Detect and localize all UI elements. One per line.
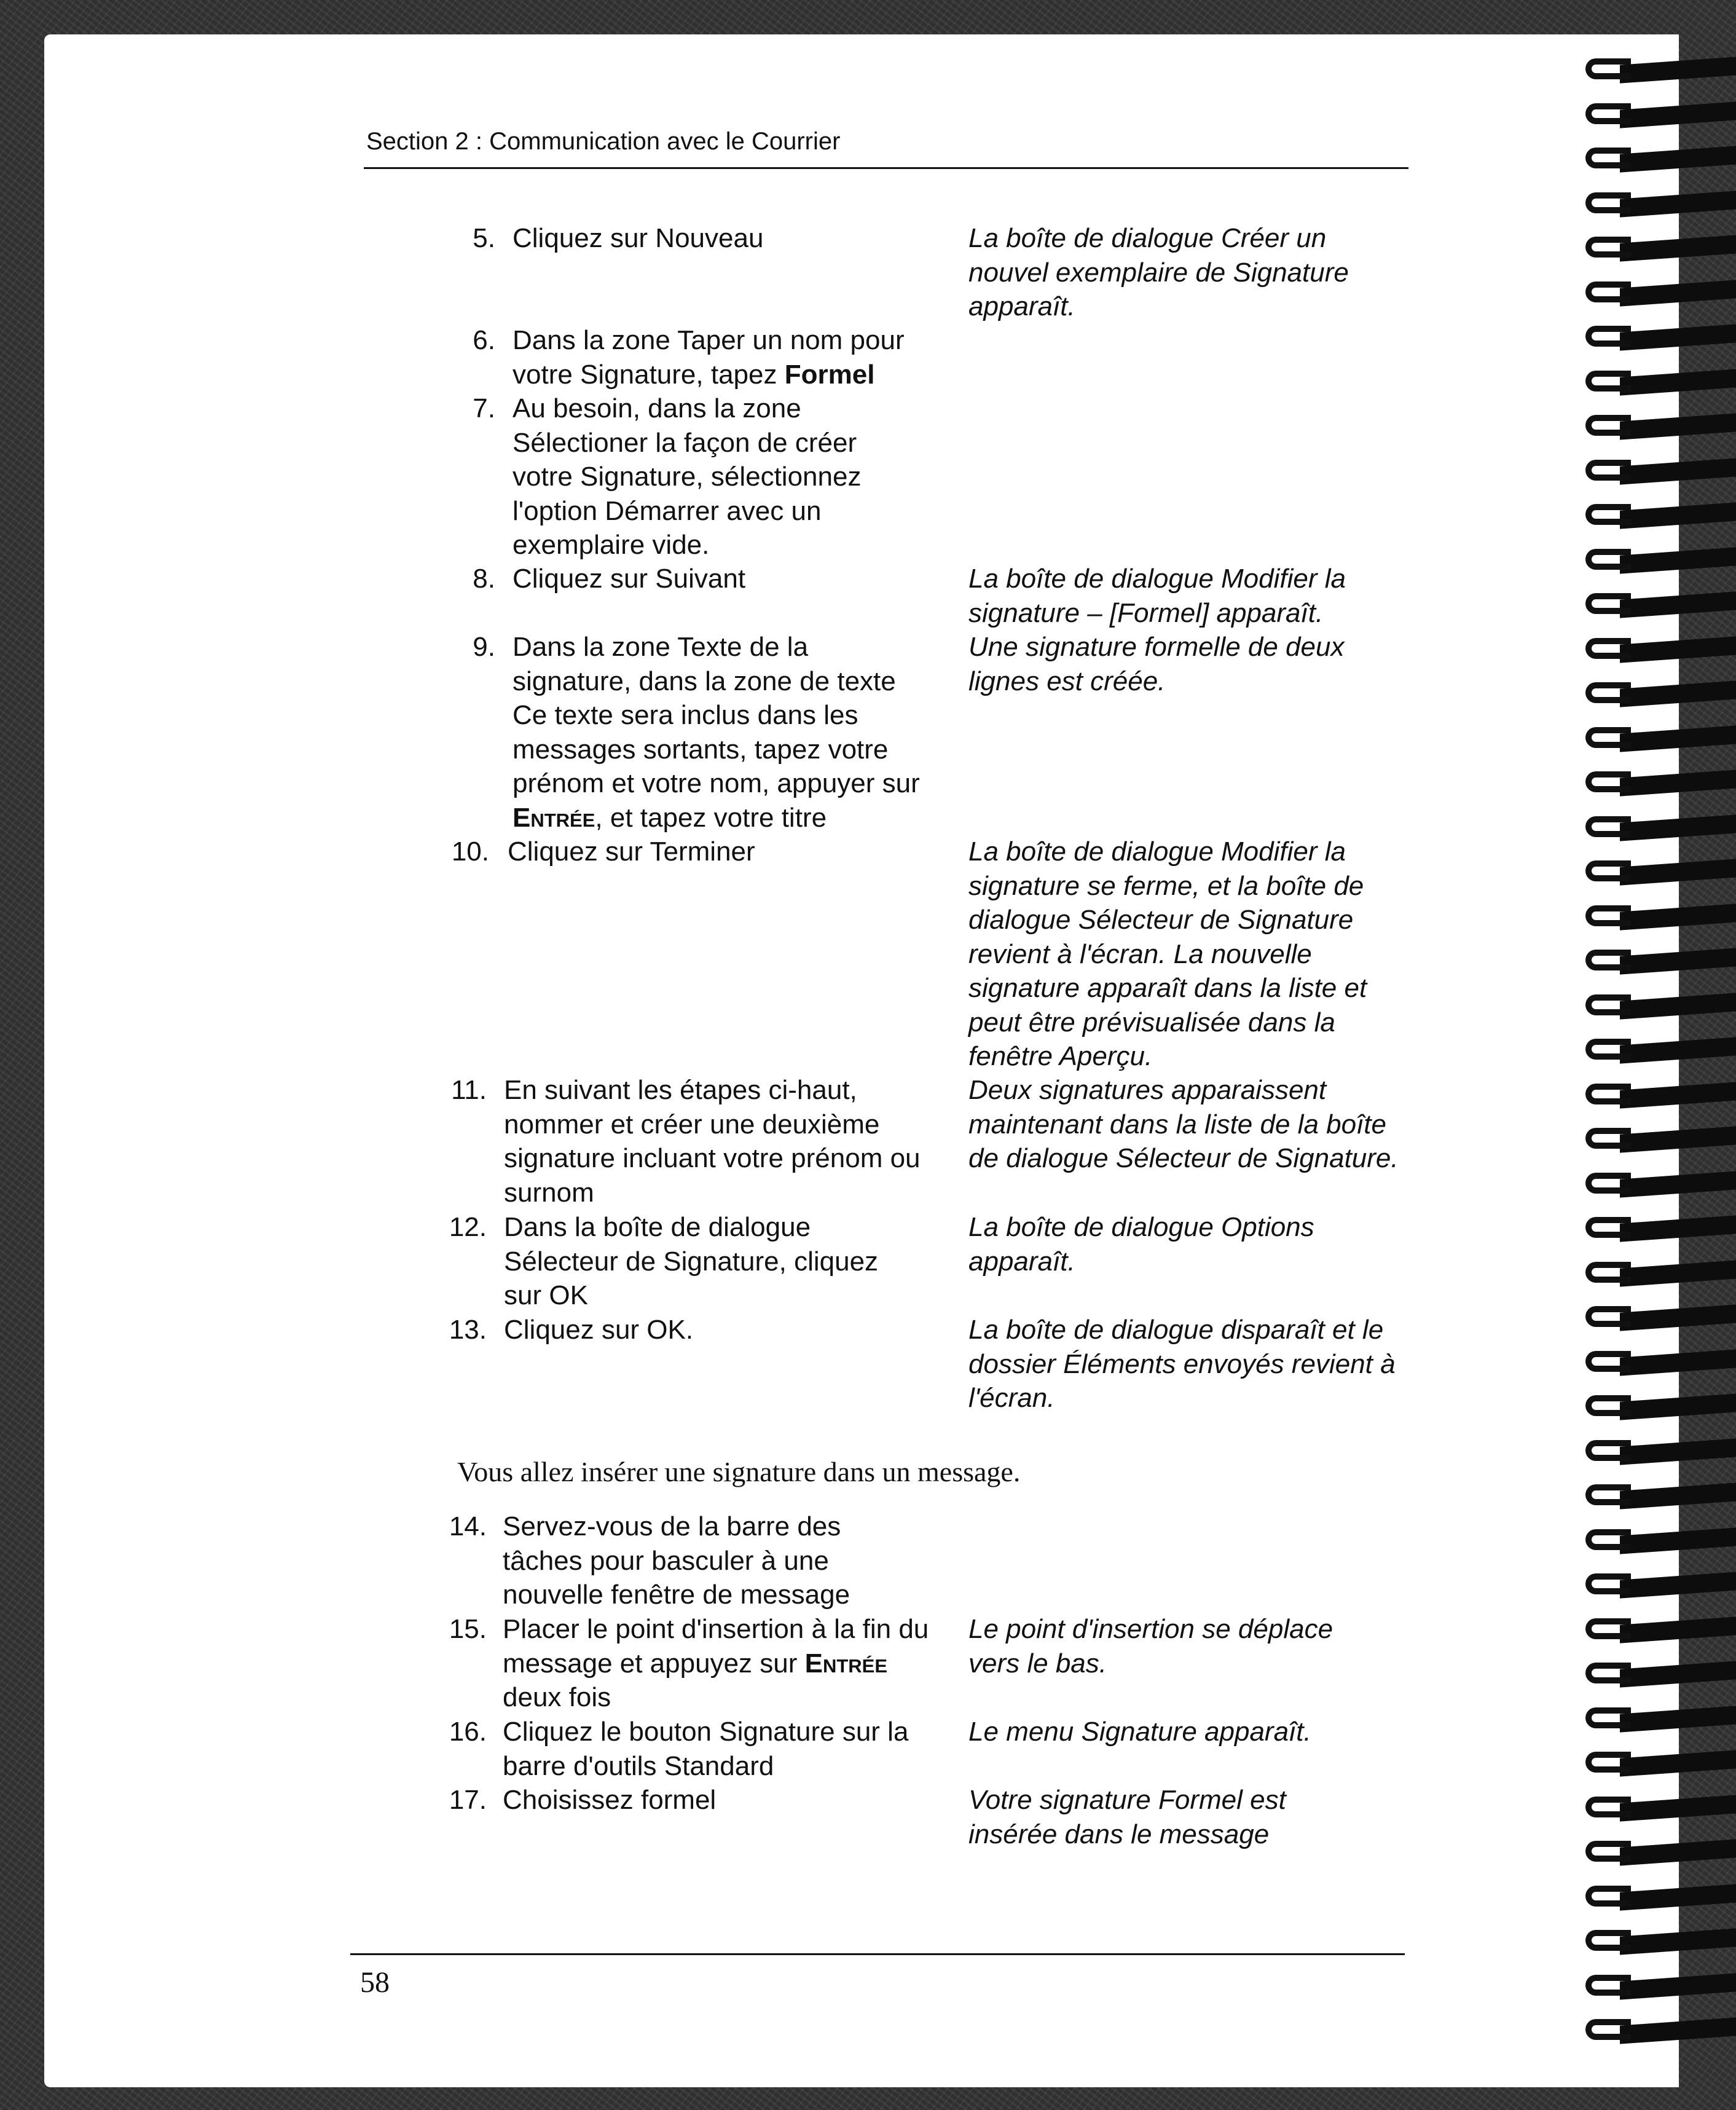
page-number: 58 — [360, 1966, 390, 1999]
step-text: Dans la zone Taper un nom pour votre Signature, tapez Formel — [513, 325, 905, 390]
spiral-coil — [1579, 1707, 1736, 1732]
step-number: 11. — [451, 1075, 487, 1105]
spiral-coil — [1579, 549, 1736, 573]
spiral-coil — [1579, 2019, 1736, 2044]
step-text: Servez-vous de la barre des tâches pour basculer à une nouvelle fenêtre de message — [503, 1511, 850, 1610]
spiral-coil — [1579, 994, 1736, 1019]
spiral-coil — [1579, 281, 1736, 306]
spiral-coil — [1579, 1797, 1736, 1821]
step-result: Le point d'insertion se déplace vers le bas. — [968, 1614, 1333, 1679]
spiral-coil — [1579, 1351, 1736, 1376]
step-number: 10. — [451, 837, 489, 867]
spiral-coil — [1579, 1440, 1736, 1465]
step-text: Cliquez sur Suivant — [513, 564, 746, 594]
section-header: Section 2 : Communication avec le Courrier — [366, 128, 841, 155]
spiral-coil — [1579, 816, 1736, 841]
step-text: Dans la zone Texte de la signature, dans la zone de texte Ce texte sera inclus dans les messages sortants, tapez votre prénom et votre nom, appuyer sur Entrée, et tapez votre titre — [513, 632, 920, 833]
step-number: 17. — [449, 1785, 487, 1815]
spiral-coil — [1579, 1395, 1736, 1420]
step-text: Cliquez sur Terminer — [508, 837, 755, 867]
step-number: 12. — [449, 1212, 487, 1242]
step-number: 13. — [449, 1315, 487, 1345]
key-name: Entrée — [804, 1648, 888, 1679]
spiral-coil — [1579, 1573, 1736, 1598]
header-rule — [364, 167, 1408, 169]
spiral-coil — [1579, 192, 1736, 217]
spiral-coil — [1579, 1084, 1736, 1108]
spiral-coil — [1579, 237, 1736, 261]
spiral-coil — [1579, 1529, 1736, 1554]
spiral-coil — [1579, 148, 1736, 172]
step-result: La boîte de dialogue Créer un nouvel exemplaire de Signature apparaît. — [968, 223, 1349, 321]
step-text: En suivant les étapes ci-haut, nommer et créer une deuxième signature incluant votre prénom ou surnom — [504, 1075, 921, 1208]
spiral-coil — [1579, 682, 1736, 707]
step-result: La boîte de dialogue disparaît et le dossier Éléments envoyés revient à l'écran. — [968, 1315, 1396, 1413]
spiral-coil — [1579, 638, 1736, 663]
spiral-coil — [1579, 905, 1736, 930]
step-result: Le menu Signature apparaît. — [968, 1717, 1311, 1747]
spiral-coil — [1579, 58, 1736, 83]
footer-rule — [350, 1953, 1405, 1955]
spiral-coil — [1579, 593, 1736, 618]
spiral-coil — [1579, 771, 1736, 796]
step-number: 9. — [473, 632, 495, 662]
spiral-binding — [1579, 58, 1736, 2062]
spiral-coil — [1579, 1306, 1736, 1331]
step-text: Cliquez sur OK. — [504, 1315, 694, 1345]
spiral-coil — [1579, 1663, 1736, 1687]
step-result: Deux signatures apparaissent maintenant dans la liste de la boîte de dialogue Sélecteur de Signature. — [968, 1075, 1399, 1173]
step-number: 15. — [449, 1614, 487, 1644]
spiral-coil — [1579, 1484, 1736, 1509]
spiral-coil — [1579, 415, 1736, 439]
spiral-coil — [1579, 860, 1736, 885]
step-number: 14. — [449, 1511, 487, 1541]
step-number: 8. — [473, 564, 495, 594]
step-text: Cliquez sur Nouveau — [513, 223, 764, 253]
step-number: 7. — [473, 393, 495, 423]
step-result: La boîte de dialogue Modifier la signature se ferme, et la boîte de dialogue Sélecteur de Signature revient à l'écran. La nouvelle signature apparaît dans la liste et peut être prévisualisée dans la fenêtre Aperçu. — [968, 837, 1367, 1071]
step-result: La boîte de dialogue Options apparaît. — [968, 1212, 1314, 1277]
spiral-coil — [1579, 1128, 1736, 1152]
spiral-coil — [1579, 1618, 1736, 1643]
key-name: Entrée — [513, 802, 595, 833]
spiral-coil — [1579, 103, 1736, 128]
step-text: Choisissez formel — [503, 1785, 717, 1815]
step-number: 16. — [449, 1717, 487, 1747]
spiral-coil — [1579, 460, 1736, 484]
spiral-coil — [1579, 504, 1736, 529]
step-number: 5. — [473, 223, 495, 253]
spiral-coil — [1579, 1752, 1736, 1776]
spiral-coil — [1579, 1930, 1736, 1955]
spiral-coil — [1579, 371, 1736, 395]
spiral-coil — [1579, 1886, 1736, 1910]
spiral-coil — [1579, 1039, 1736, 1063]
spiral-coil — [1579, 326, 1736, 350]
bold-term: Formel — [784, 359, 875, 390]
spiral-coil — [1579, 727, 1736, 752]
step-text: Cliquez le bouton Signature sur la barre d'outils Standard — [503, 1717, 909, 1781]
spiral-coil — [1579, 950, 1736, 974]
step-number: 6. — [473, 325, 495, 355]
step-result: Une signature formelle de deux lignes est créée. — [968, 632, 1345, 696]
step-text: Placer le point d'insertion à la fin du message et appuyez sur Entrée deux fois — [503, 1614, 929, 1712]
step-result: La boîte de dialogue Modifier la signature – [Formel] apparaît. — [968, 564, 1346, 628]
spiral-coil — [1579, 1975, 1736, 1999]
step-text: Au besoin, dans la zone Sélectioner la façon de créer votre Signature, sélectionnez l'option Démarrer avec un exemplaire vide. — [513, 393, 862, 560]
step-result: Votre signature Formel est insérée dans le message — [968, 1785, 1286, 1849]
step-text: Dans la boîte de dialogue Sélecteur de Signature, cliquez sur OK — [504, 1212, 879, 1310]
spiral-coil — [1579, 1217, 1736, 1242]
spiral-coil — [1579, 1173, 1736, 1197]
spiral-coil — [1579, 1262, 1736, 1286]
section-intro: Vous allez insérer une signature dans un message. — [457, 1456, 1021, 1487]
spiral-coil — [1579, 1841, 1736, 1865]
